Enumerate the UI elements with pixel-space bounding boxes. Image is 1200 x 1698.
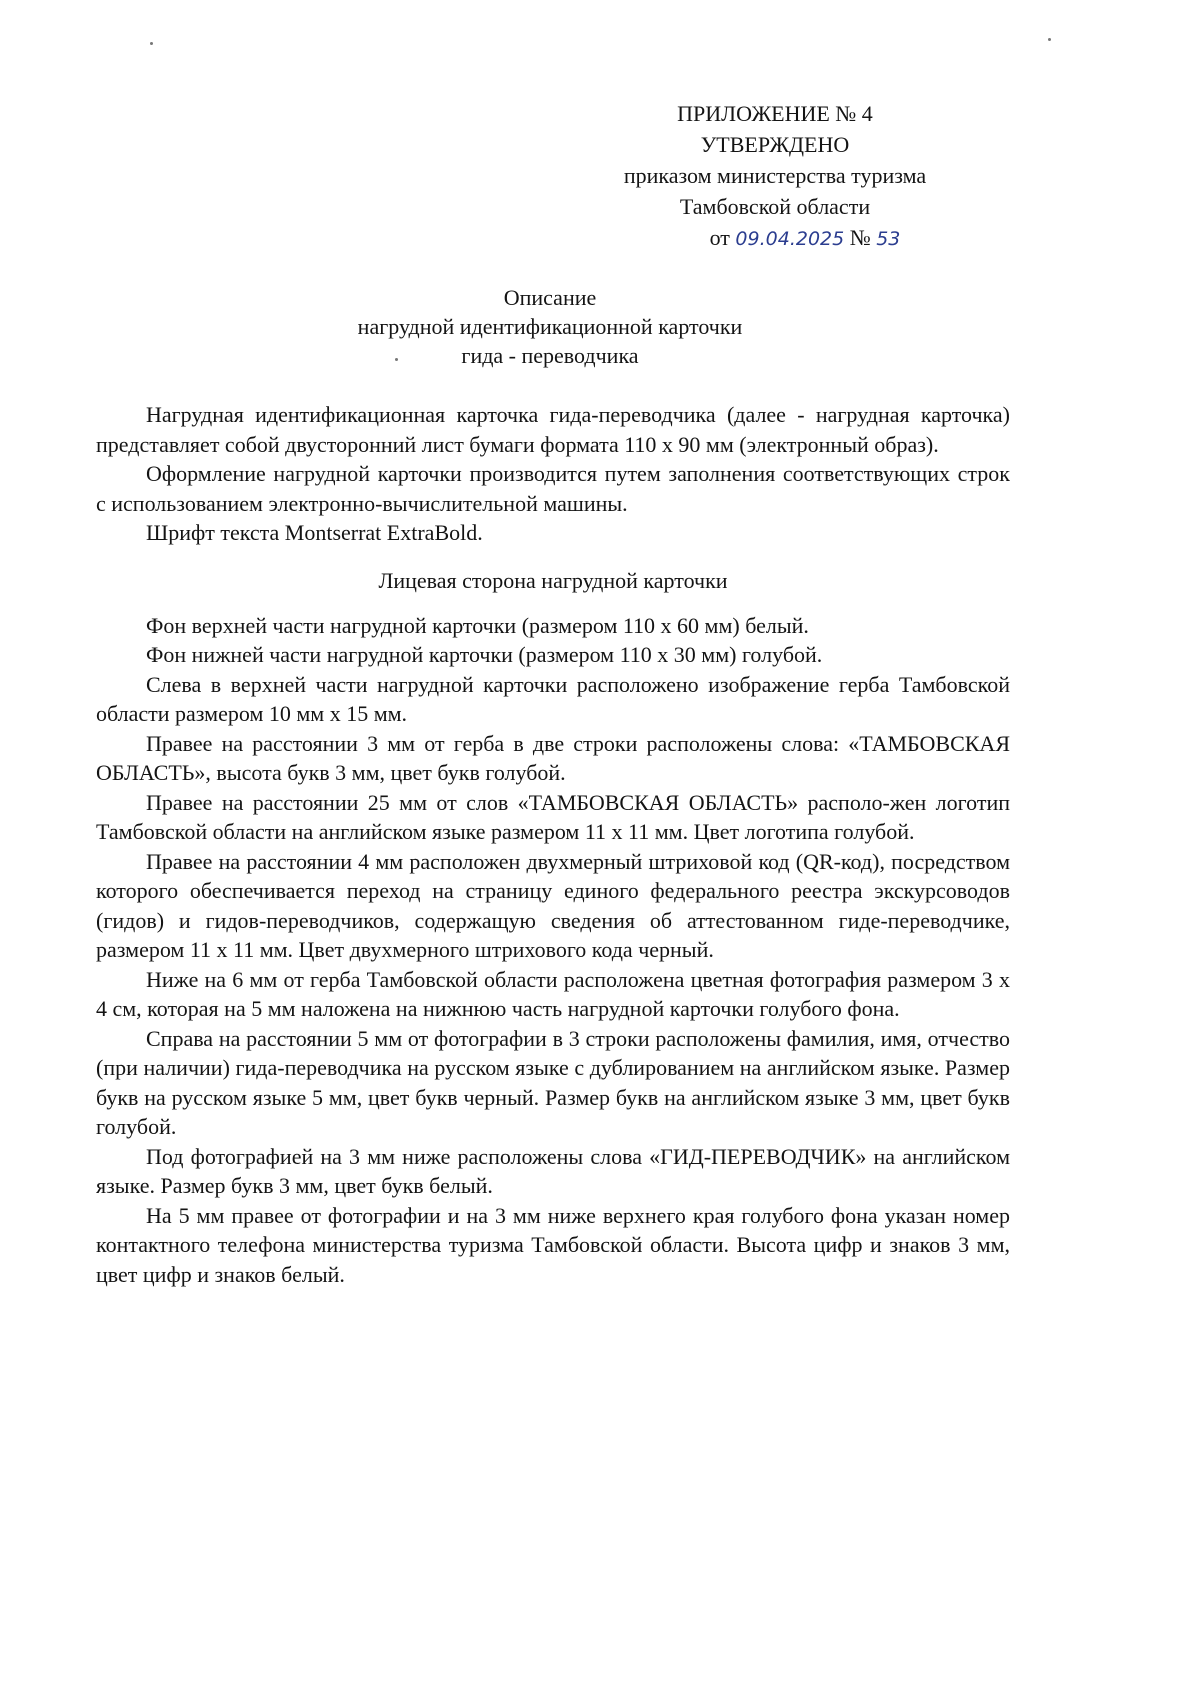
scan-speck <box>150 42 153 45</box>
approved-label: УТВЕРЖДЕНО <box>700 132 850 157</box>
date-prefix: от <box>709 225 730 250</box>
document-title <box>100 283 1000 370</box>
front-paragraph: На 5 мм правее от фотографии и на 3 мм ниже верхнего края голубого фона указан номер контактного телефона министерства туризма Тамбовской области. Высота цифр и знаков 3 мм, цвет цифр и знаков белый. <box>96 1202 1010 1287</box>
title-line-2: нагрудной идентификационной карточки <box>357 314 743 339</box>
front-paragraph: Правее на расстоянии 4 мм расположен двухмерный штриховой код (QR-код), посредством которого обеспечивается переход на страницу единого федерального реестра экскурсоводов (гидов) и гидов-переводчиков, содержащую сведения об аттестованном гиде-переводчике, размером 11 х 11 мм. Цвет двухмерного штрихового кода черный. <box>96 848 1010 962</box>
document-body <box>96 400 1010 1289</box>
front-paragraph: Слева в верхней части нагрудной карточки расположено изображение герба Тамбовской области размером 10 мм х 15 мм. <box>96 671 1010 726</box>
title-line-1: Описание <box>503 285 597 310</box>
front-paragraph: Ниже на 6 мм от герба Тамбовской области расположена цветная фотография размером 3 х 4 см, которая на 5 мм наложена на нижнюю часть нагрудной карточки голубого фона. <box>96 966 1010 1021</box>
handwritten-date: 09.04.2025 <box>735 228 845 250</box>
intro-paragraph: Нагрудная идентификационная карточка гида-переводчика (далее - нагрудная карточка) представляет собой двусторонний лист бумаги формата 110 х 90 мм (электронный образ). <box>96 402 1010 457</box>
front-paragraph: Правее на расстоянии 25 мм от слов «ТАМБОВСКАЯ ОБЛАСТЬ» располо-жен логотип Тамбовской области на английском языке размером 11 х 11 мм. Цвет логотипа голубой. <box>96 789 1010 844</box>
front-paragraph: Справа на расстоянии 5 мм от фотографии в 3 строки расположены фамилия, имя, отчество (при наличии) гида-переводчика на русском языке с дублированием на английском языке. Размер букв на русском языке 5 мм, цвет букв черный. Размер букв на английском языке 3 мм, цвет букв голубой. <box>96 1025 1010 1139</box>
intro-paragraph: Шрифт текста Montserrat ExtraBold. <box>146 520 483 545</box>
front-side-heading: Лицевая сторона нагрудной карточки <box>378 567 728 593</box>
front-paragraph: Фон верхней части нагрудной карточки (размером 110 х 60 мм) белый. <box>146 612 809 638</box>
front-paragraph: Под фотографией на 3 мм ниже расположены слова «ГИД-ПЕРЕВОДЧИК» на английском языке. Размер букв 3 мм, цвет букв белый. <box>96 1143 1010 1198</box>
order-date-line <box>560 222 990 255</box>
number-prefix: № <box>849 225 871 250</box>
order-issuer: приказом министерства туризма <box>623 163 927 188</box>
intro-paragraph: Оформление нагрудной карточки производится путем заполнения соответствующих строк с использованием электронно-вычислительной машины. <box>96 461 1010 516</box>
order-region: Тамбовской области <box>679 194 871 219</box>
front-paragraph: Правее на расстоянии 3 мм от герба в две строки расположены слова: «ТАМБОВСКАЯ ОБЛАСТЬ», высота букв 3 мм, цвет букв голубой. <box>96 730 1010 785</box>
appendix-number: ПРИЛОЖЕНИЕ № 4 <box>677 101 873 126</box>
scan-speck <box>395 358 398 361</box>
title-line-3: гида - переводчика <box>461 343 639 368</box>
approval-block <box>560 98 990 255</box>
scan-speck <box>1048 38 1051 41</box>
handwritten-number: 53 <box>876 228 901 250</box>
front-paragraph: Фон нижней части нагрудной карточки (размером 110 х 30 мм) голубой. <box>146 642 823 667</box>
